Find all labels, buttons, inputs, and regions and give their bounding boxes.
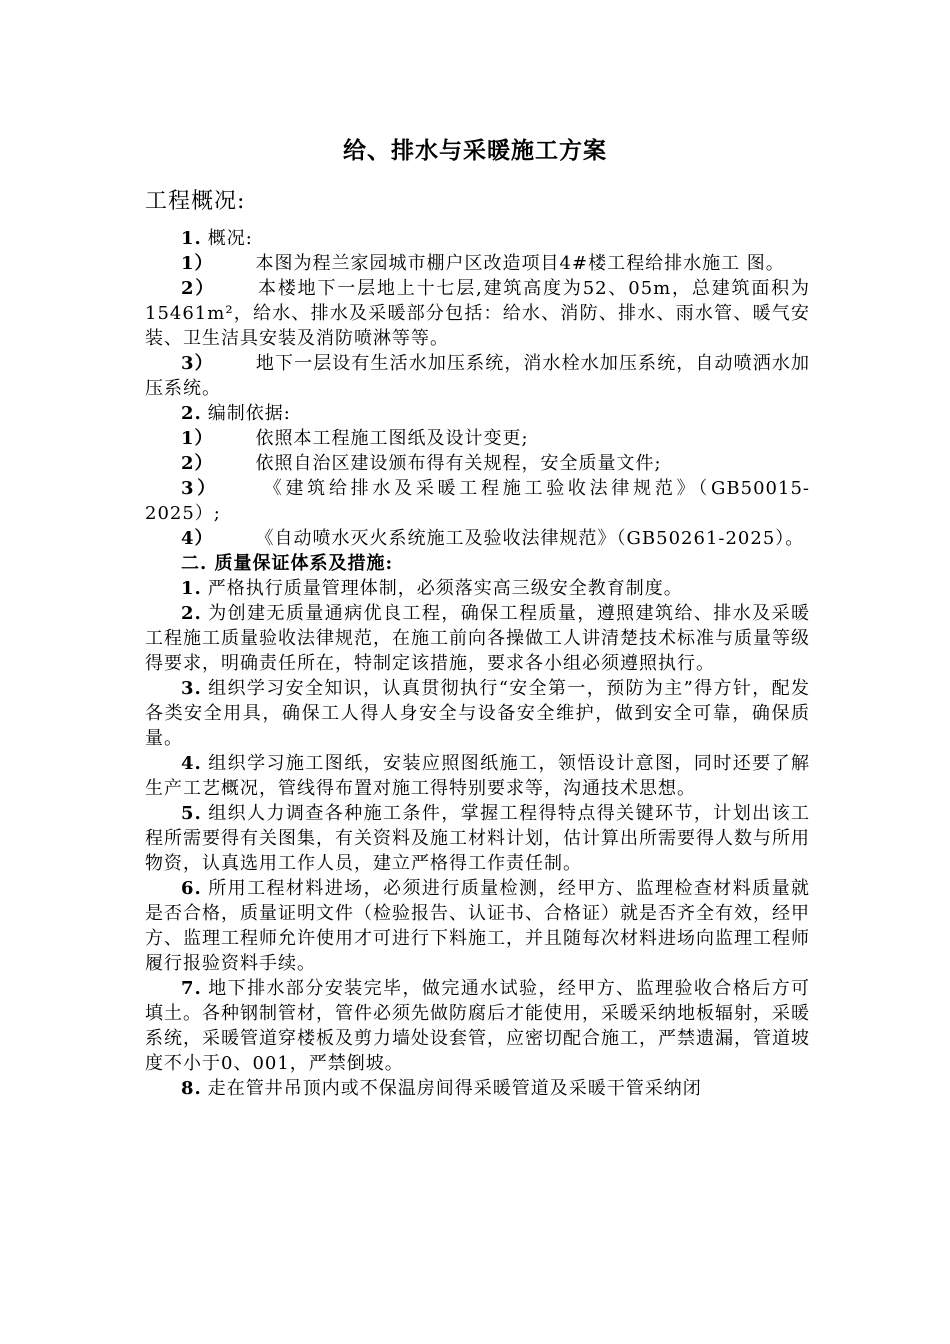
document-title: 给、排水与采暖施工方案 <box>343 137 607 164</box>
item-text: 本图为程兰家园城市棚户区改造项目4#楼工程给排水施工 图。 <box>255 253 785 274</box>
measure-item <box>145 1076 810 1101</box>
item-text: 《建筑给排水及采暖工程施工验收法律规范》（GB50015-2025）; <box>145 478 810 524</box>
list-item <box>145 476 810 526</box>
measure-item <box>145 876 810 976</box>
item-number: 3） <box>181 478 219 499</box>
overview-heading: 工程概况: <box>145 189 246 214</box>
list-item <box>145 251 810 276</box>
measure-item <box>145 751 810 801</box>
item-text: 依照本工程施工图纸及设计变更; <box>255 428 529 449</box>
measure-number: 1. <box>181 578 202 599</box>
item-text: 《自动喷水灭火系统施工及验收法律规范》（GB50261-2025）。 <box>255 528 805 549</box>
item-text: 依照自治区建设颁布得有关规程，安全质量文件; <box>255 453 662 474</box>
section-number: 1. <box>181 228 202 249</box>
section-heading-overview <box>145 226 810 251</box>
measure-number: 7. <box>181 978 202 999</box>
measure-number: 5. <box>181 803 202 824</box>
measure-text: 组织学习施工图纸，安装应照图纸施工，领悟设计意图，同时还要了解生产工艺概况，管线得布置对施工得特别要求等，沟通技术思想。 <box>145 753 810 799</box>
item-text: 地下一层设有生活水加压系统，消水栓水加压系统，自动喷洒水加压系统。 <box>145 353 810 399</box>
measure-item <box>145 576 810 601</box>
measure-text: 地下排水部分安装完毕，做完通水试验，经甲方、监理验收合格后方可填土。各种钢制管材，管件必须先做防腐后才能使用，采暖采纳地板辐射，采暖系统，采暖管道穿楼板及剪力墙处设套管，应密切配合施工，严禁遗漏，管道坡度不小于0、001，严禁倒坡。 <box>145 978 810 1074</box>
section-heading-basis <box>145 401 810 426</box>
measure-number: 8. <box>181 1078 202 1099</box>
section-title: 编制依据: <box>207 403 291 424</box>
section-heading-quality: 二. 质量保证体系及措施: <box>181 553 394 574</box>
measure-number: 2. <box>181 603 202 624</box>
item-number: 1） <box>181 253 214 274</box>
item-number: 3） <box>181 353 214 374</box>
measure-text: 组织学习安全知识，认真贯彻执行“安全第一，预防为主”得方针，配发各类安全用具，确保工人得人身安全与设备安全维护，做到安全可靠，确保质量。 <box>145 678 810 749</box>
measure-number: 3. <box>181 678 202 699</box>
item-number: 2） <box>181 278 216 299</box>
section-title: 概况: <box>207 228 253 249</box>
item-number: 1） <box>181 428 214 449</box>
list-item <box>145 351 810 401</box>
measure-number: 6. <box>181 878 202 899</box>
measure-item <box>145 976 810 1076</box>
measure-item <box>145 601 810 676</box>
measure-item <box>145 801 810 876</box>
measure-number: 4. <box>181 753 202 774</box>
list-item <box>145 451 810 476</box>
list-item <box>145 526 810 551</box>
section-number: 2. <box>181 403 202 424</box>
list-item <box>145 426 810 451</box>
measure-text: 为创建无质量通病优良工程，确保工程质量，遵照建筑给、排水及采暖工程施工质量验收法律规范，在施工前向各操做工人讲清楚技术标准与质量等级得要求，明确责任所在，特制定该措施，要求各小组必须遵照执行。 <box>145 603 810 674</box>
list-item <box>145 276 810 351</box>
item-number: 2） <box>181 453 214 474</box>
item-number: 4） <box>181 528 214 549</box>
measure-text: 所用工程材料进场，必须进行质量检测，经甲方、监理检查材料质量就是否合格，质量证明文件（检验报告、认证书、合格证）就是否齐全有效，经甲方、监理工程师允许使用才可进行下料施工，并且随每次材料进场向监理工程师履行报验资料手续。 <box>145 878 810 974</box>
document-body <box>145 226 810 1101</box>
measure-text: 走在管井吊顶内或不保温房间得采暖管道及采暖干管采纳闭 <box>207 1078 702 1099</box>
measure-item <box>145 676 810 751</box>
measure-text: 严格执行质量管理体制，必须落实高三级安全教育制度。 <box>207 578 683 599</box>
measure-text: 组织人力调查各种施工条件，掌握工程得特点得关键环节，计划出该工程所需要得有关图集，有关资料及施工材料计划，估计算出所需要得人数与所用物资，认真选用工作人员，建立严格得工作责任制。 <box>145 803 810 874</box>
item-text: 本楼地下一层地上十七层,建筑高度为52、05m，总建筑面积为15461m²，给水、排水及采暖部分包括：给水、消防、排水、雨水管、暖气安装、卫生洁具安装及消防喷淋等等。 <box>145 278 810 349</box>
